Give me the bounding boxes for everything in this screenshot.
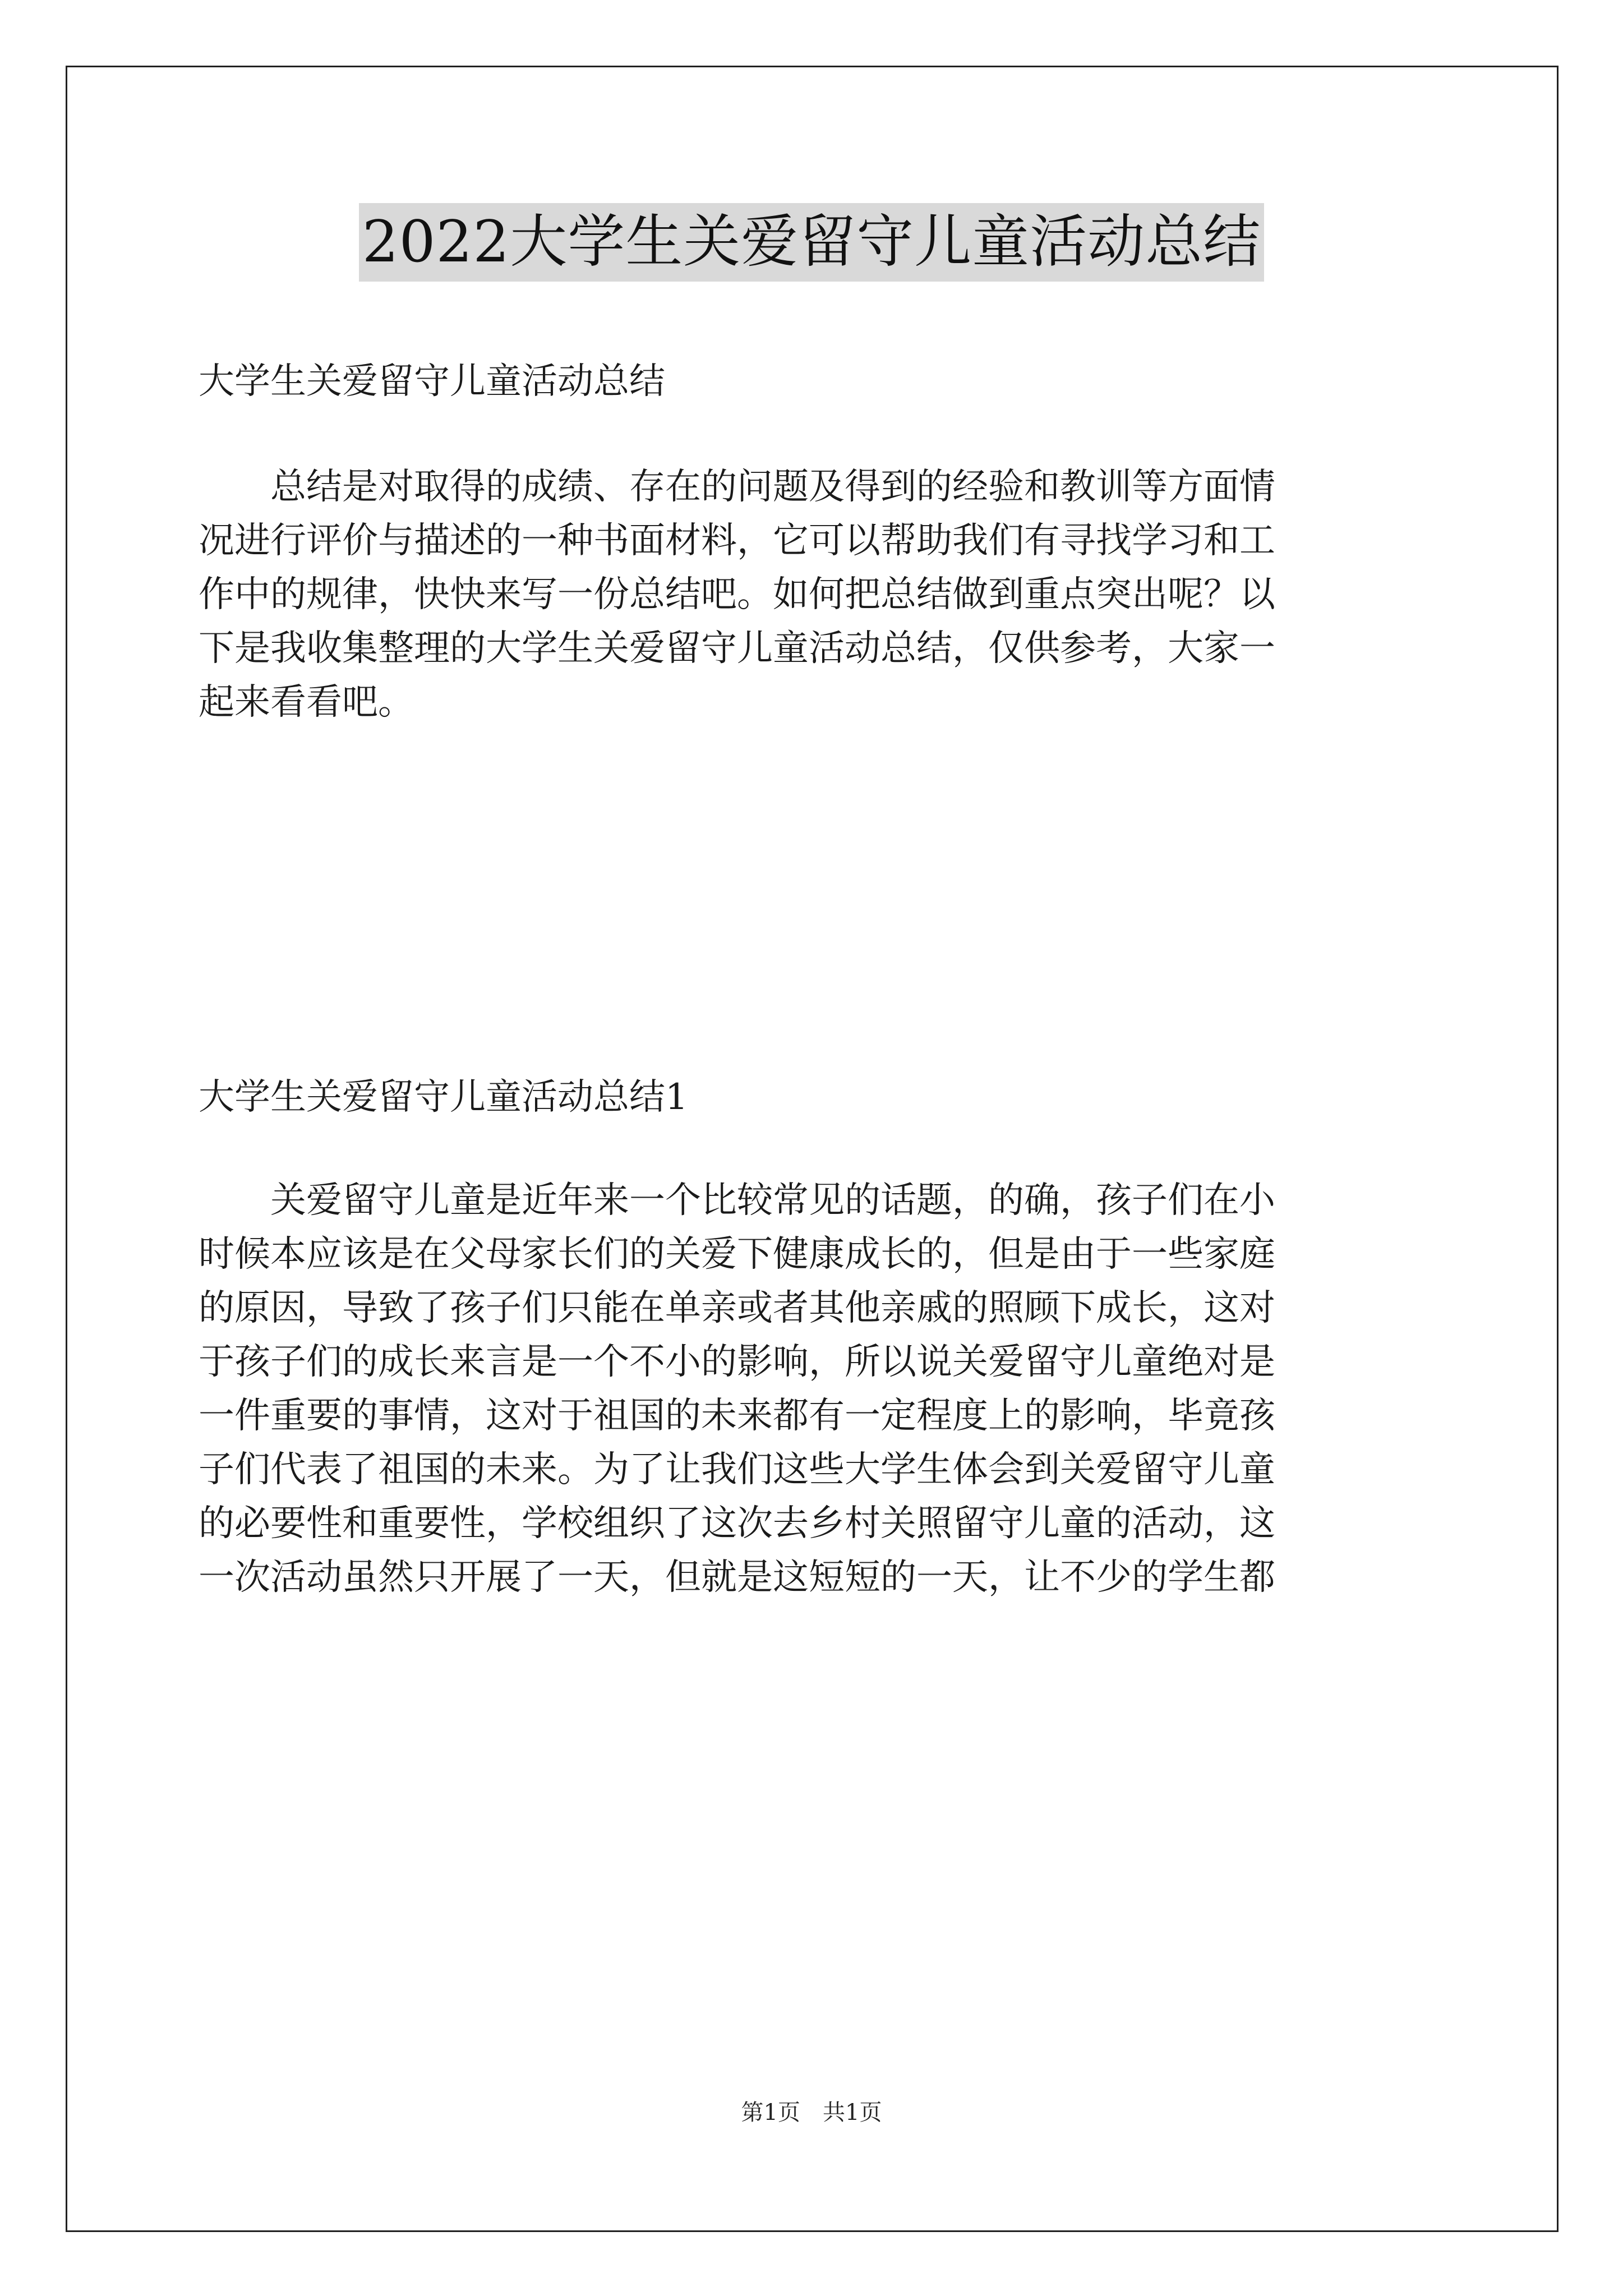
title-container	[0, 203, 1623, 282]
paragraph-line: 的原因，导致了孩子们只能在单亲或者其他亲戚的照顾下成长，这对	[199, 1287, 1275, 1329]
document-title: 2022大学生关爱留守儿童活动总结	[359, 203, 1265, 282]
section-heading: 大学生关爱留守儿童活动总结1	[199, 1076, 688, 1118]
section-paragraph	[199, 1174, 1432, 1604]
paragraph-line: 于孩子们的成长来言是一个不小的影响，所以说关爱留守儿童绝对是	[199, 1341, 1275, 1383]
paragraph-line: 子们代表了祖国的未来。为了让我们这些大学生体会到关爱留守儿童	[199, 1449, 1275, 1490]
paragraph-line: 总结是对取得的成绩、存在的问题及得到的经验和教训等方面情	[199, 466, 1275, 508]
paragraph-line: 一次活动虽然只开展了一天，但就是这短短的一天，让不少的学生都	[199, 1557, 1275, 1598]
paragraph-line: 一件重要的事情，这对于祖国的未来都有一定程度上的影响，毕竟孩	[199, 1395, 1275, 1437]
intro-paragraph	[199, 460, 1432, 729]
paragraph-line: 起来看看吧。	[199, 682, 414, 723]
paragraph-line: 时候本应该是在父母家长们的关爱下健康成长的，但是由于一些家庭	[199, 1234, 1275, 1275]
document-subtitle: 大学生关爱留守儿童活动总结	[199, 361, 665, 402]
page-footer: 第1页 共1页	[741, 2100, 882, 2125]
paragraph-line: 的必要性和重要性，学校组织了这次去乡村关照留守儿童的活动，这	[199, 1503, 1275, 1544]
paragraph-line: 关爱留守儿童是近年来一个比较常见的话题，的确，孩子们在小	[199, 1180, 1275, 1221]
paragraph-line: 下是我收集整理的大学生关爱留守儿童活动总结，仅供参考，大家一	[199, 628, 1275, 669]
paragraph-line: 况进行评价与描述的一种书面材料，它可以帮助我们有寻找学习和工	[199, 520, 1275, 562]
paragraph-line: 作中的规律，快快来写一份总结吧。如何把总结做到重点突出呢？以	[199, 574, 1275, 615]
